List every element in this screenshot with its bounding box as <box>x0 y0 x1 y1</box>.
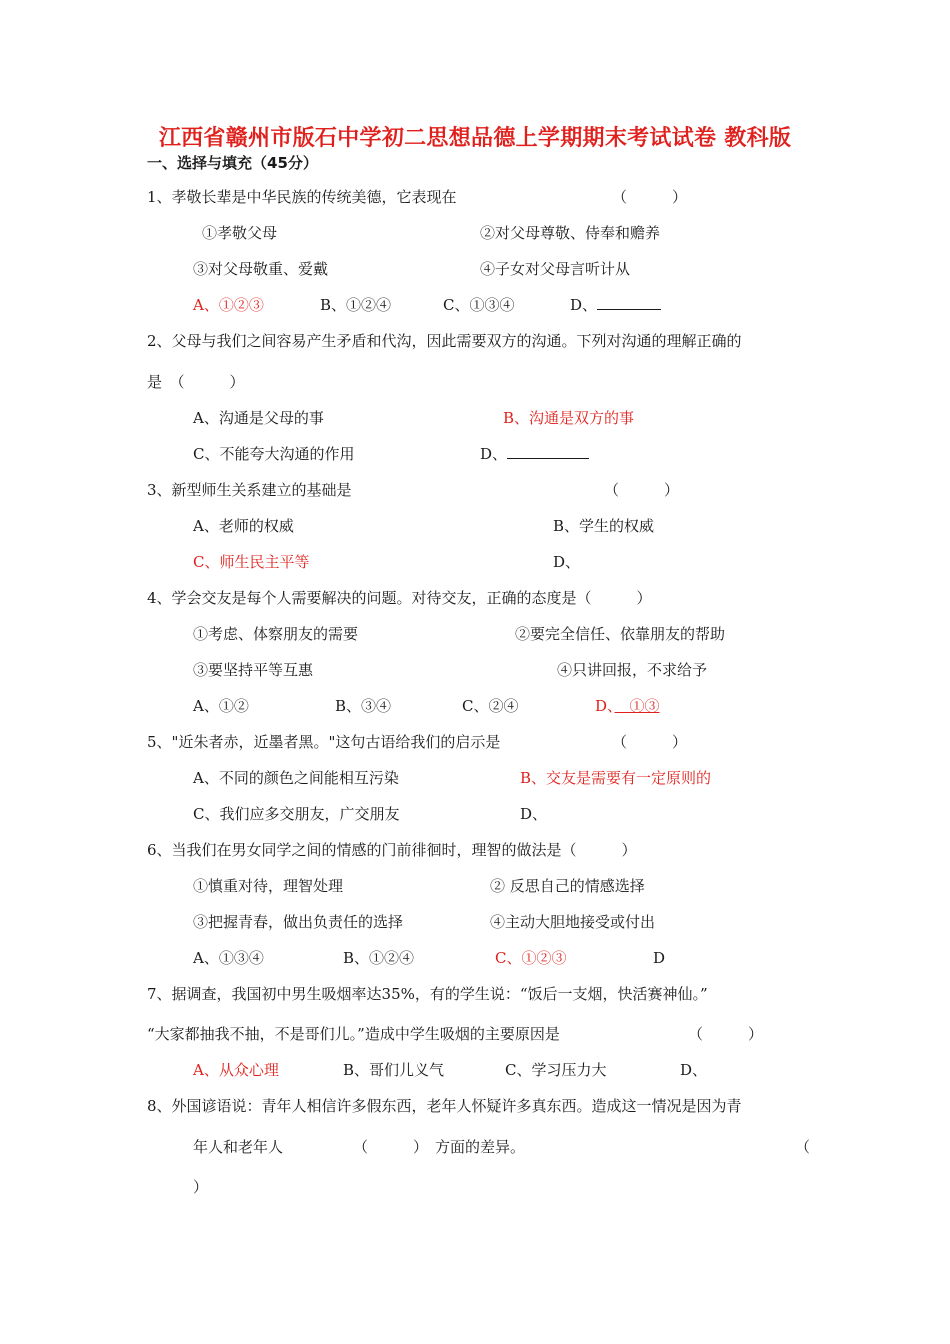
question-4-option-d-answer: ①③ <box>614 697 660 715</box>
question-3-option-a: A、老师的权威 <box>193 517 294 535</box>
question-8-answer-paren-open: （ <box>795 1138 811 1156</box>
question-5-answer-paren: （ ） <box>612 733 688 751</box>
question-5-stem: 5、"近朱者赤，近墨者黑。"这句古语给我们的启示是 <box>147 733 501 751</box>
document-title: 江西省赣州市版石中学初二思想品德上学期期末考试试卷 教科版 <box>158 126 792 151</box>
section-heading: 一、选择与填充（45分） <box>147 154 318 172</box>
question-1-option-a: A、①②③ <box>193 296 264 314</box>
question-3-answer-paren: （ ） <box>604 481 680 499</box>
question-8-stem-continued: 年人和老年人 <box>193 1138 284 1156</box>
answer-blank <box>597 295 661 310</box>
question-2-option-d: D、 <box>480 444 589 464</box>
question-3-option-d: D、 <box>553 553 581 571</box>
question-1-item-3: ③对父母敬重、爱戴 <box>193 260 329 278</box>
question-1-item-4: ④子女对父母言听计从 <box>480 260 631 278</box>
question-4-option-b: B、③④ <box>335 697 392 715</box>
question-2-option-a: A、沟通是父母的事 <box>193 409 324 427</box>
question-4-option-d: D、 ①③ <box>595 697 660 715</box>
question-6-item-3: ③把握青春，做出负责任的选择 <box>193 913 404 931</box>
question-1-option-c: C、①③④ <box>443 296 515 314</box>
question-6-item-1: ①慎重对待，理智处理 <box>193 877 344 895</box>
question-7-option-d: D、 <box>680 1061 708 1079</box>
question-1-option-b: B、①②④ <box>320 296 392 314</box>
question-2-stem: 2、父母与我们之间容易产生矛盾和代沟，因此需要双方的沟通。下列对沟通的理解正确的 <box>147 332 742 350</box>
question-6-option-a: A、①③④ <box>193 949 264 967</box>
question-3-option-b: B、学生的权威 <box>553 517 655 535</box>
question-2-stem-continued: 是 （ ） <box>147 373 245 391</box>
question-1-item-1: ①孝敬父母 <box>202 224 278 242</box>
question-7-option-c: C、学习压力大 <box>505 1061 607 1079</box>
question-8-inline-blank: （ ） <box>353 1138 429 1156</box>
question-3-stem: 3、新型师生关系建立的基础是 <box>147 481 352 499</box>
question-2-option-c: C、不能夸大沟通的作用 <box>193 445 355 463</box>
question-4-item-2: ②要完全信任、依靠朋友的帮助 <box>515 625 726 643</box>
question-5-option-a: A、不同的颜色之间能相互污染 <box>193 769 399 787</box>
question-8-stem: 8、外国谚语说：青年人相信许多假东西，老年人怀疑许多真东西。造成这一情况是因为青 <box>147 1097 742 1115</box>
question-7-stem-continued: “大家都抽我不抽，不是哥们儿。”造成中学生吸烟的主要原因是 <box>147 1025 560 1043</box>
question-4-item-1: ①考虑、体察朋友的需要 <box>193 625 359 643</box>
question-6-option-c: C、①②③ <box>495 949 567 967</box>
question-7-option-a: A、从众心理 <box>193 1061 279 1079</box>
question-5-option-d: D、 <box>520 805 548 823</box>
question-1-item-2: ②对父母尊敬、侍奉和赡养 <box>480 224 661 242</box>
question-4-stem: 4、学会交友是每个人需要解决的问题。对待交友，正确的态度是（ ） <box>147 589 652 607</box>
question-1-option-d: D、 <box>570 295 661 315</box>
question-7-answer-paren: （ ） <box>688 1025 764 1043</box>
question-6-item-2: ② 反思自己的情感选择 <box>490 877 645 895</box>
question-8-stem-tail: 方面的差异。 <box>435 1138 526 1156</box>
question-4-option-c: C、②④ <box>462 697 519 715</box>
question-5-option-c: C、我们应多交朋友，广交朋友 <box>193 805 400 823</box>
answer-blank <box>507 444 589 459</box>
question-3-option-c: C、师生民主平等 <box>193 553 310 571</box>
question-4-option-a: A、①② <box>193 697 249 715</box>
question-6-option-b: B、①②④ <box>343 949 415 967</box>
question-1-stem: 1、孝敬长辈是中华民族的传统美德，它表现在 <box>147 188 457 206</box>
question-8-answer-paren-close: ） <box>193 1178 209 1196</box>
question-7-option-b: B、哥们儿义气 <box>343 1061 445 1079</box>
question-1-answer-paren: （ ） <box>612 188 688 206</box>
question-4-item-3: ③要坚持平等互惠 <box>193 661 314 679</box>
question-6-stem: 6、当我们在男女同学之间的情感的门前徘徊时，理智的做法是（ ） <box>147 841 637 859</box>
question-2-option-b: B、沟通是双方的事 <box>503 409 635 427</box>
question-7-stem: 7、据调查，我国初中男生吸烟率达35%，有的学生说：“饭后一支烟，快活赛神仙。” <box>147 985 708 1003</box>
question-5-option-b: B、交友是需要有一定原则的 <box>520 769 712 787</box>
question-4-item-4: ④只讲回报，不求给予 <box>557 661 708 679</box>
question-6-item-4: ④主动大胆地接受或付出 <box>490 913 656 931</box>
question-6-option-d: D <box>653 949 666 967</box>
